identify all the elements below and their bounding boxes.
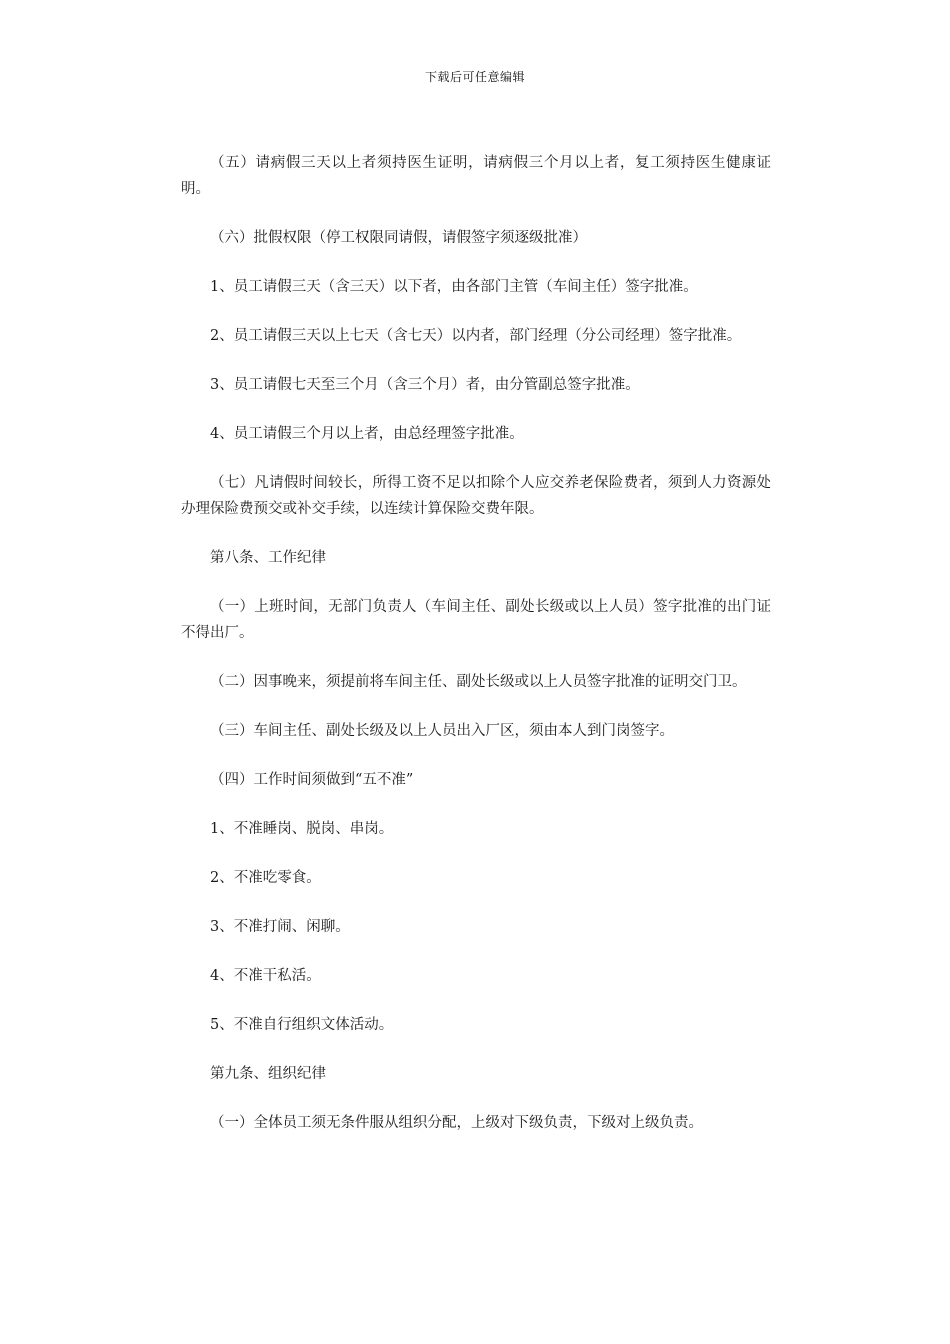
paragraph-leave-5: （五）请病假三天以上者须持医生证明，请病假三个月以上者，复工须持医生健康证明。 — [181, 155, 771, 197]
paragraph-leave-6: （六）批假权限（停工权限同请假，请假签字须逐级批准） — [210, 230, 587, 246]
document-body — [181, 150, 771, 1159]
article-9-heading: 第九条、组织纪律 — [210, 1066, 326, 1082]
rule-item-2: 2、不准吃零食。 — [210, 870, 321, 886]
paragraph-approval-3: 3、员工请假七天至三个月（含三个月）者，由分管副总签字批准。 — [210, 377, 640, 393]
page-header-note: 下载后可任意编辑 — [424, 70, 525, 84]
rule-item-3: 3、不准打闹、闲聊。 — [210, 919, 350, 935]
paragraph-org-1: （一）全体员工须无条件服从组织分配，上级对下级负责，下级对上级负责。 — [210, 1115, 703, 1131]
rule-item-5: 5、不准自行组织文体活动。 — [210, 1017, 394, 1033]
paragraph-work-3: （三）车间主任、副处长级及以上人员出入厂区，须由本人到门岗签字。 — [210, 723, 674, 739]
paragraph-approval-4: 4、员工请假三个月以上者，由总经理签字批准。 — [210, 426, 524, 442]
paragraph-work-2: （二）因事晚来，须提前将车间主任、副处长级或以上人员签字批准的证明交门卫。 — [210, 674, 747, 690]
paragraph-work-1: （一）上班时间，无部门负责人（车间主任、副处长级或以上人员）签字批准的出门证不得出厂。 — [181, 599, 771, 641]
paragraph-work-4: （四）工作时间须做到“五不准” — [210, 772, 414, 788]
paragraph-leave-7: （七）凡请假时间较长，所得工资不足以扣除个人应交养老保险费者，须到人力资源处办理保险费预交或补交手续，以连续计算保险交费年限。 — [181, 475, 771, 517]
article-8-heading: 第八条、工作纪律 — [210, 550, 326, 566]
rule-item-4: 4、不准干私活。 — [210, 968, 321, 984]
paragraph-approval-1: 1、员工请假三天（含三天）以下者，由各部门主管（车间主任）签字批准。 — [210, 279, 698, 295]
rule-item-1: 1、不准睡岗、脱岗、串岗。 — [210, 821, 394, 837]
paragraph-approval-2: 2、员工请假三天以上七天（含七天）以内者，部门经理（分公司经理）签字批准。 — [210, 328, 742, 344]
